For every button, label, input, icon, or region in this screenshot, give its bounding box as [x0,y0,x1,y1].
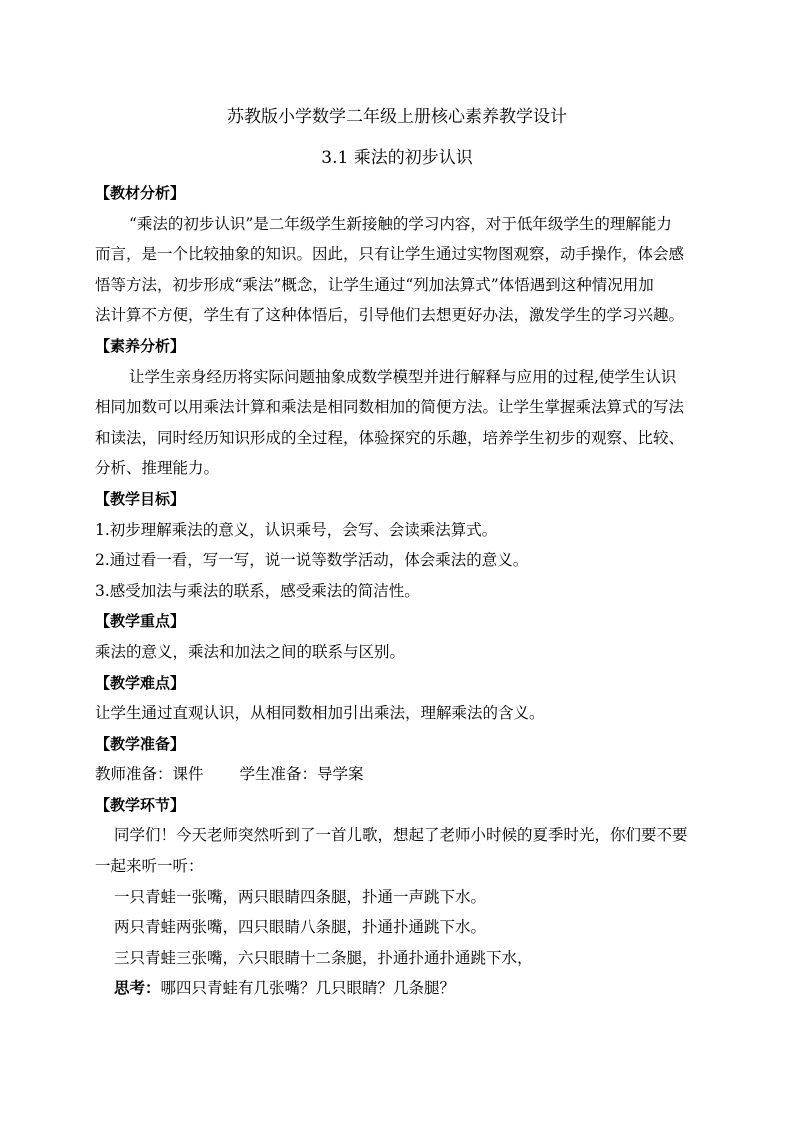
key-points-heading: 【教学重点】 [95,612,186,631]
preparation-line [95,759,709,790]
objectives-heading: 【教学目标】 [95,489,186,508]
difficulties-text: 让学生通过直观认识，从相同数相加引出乘法，理解乘法的含义。 [95,704,545,723]
key-points-text: 乘法的意义，乘法和加法之间的联系与区别。 [95,642,406,661]
song-line: 一只青蛙一张嘴，两只眼睛四条腿，扑通一声跳下水。 [114,887,487,906]
process-heading: 【教学环节】 [95,795,186,814]
paragraph-line: 悟等方法，初步形成“乘法”概念，让学生通过“列加法算式”体悟遇到这种情况用加 [95,275,654,294]
document-body [95,178,709,1004]
textbook-analysis-heading: 【教材分析】 [95,184,186,202]
think-label: 思考： [114,978,161,998]
objective-item: 3.感受加法与乘法的联系，感受乘法的简洁性。 [95,581,420,600]
paragraph-line: 分析、推理能力。 [95,459,220,478]
paragraph-line: 让学生亲身经历将实际问题抽象成数学模型并进行解释与应用的过程,使学生认识 [129,367,677,386]
song-line: 三只青蛙三张嘴，六只眼睛十二条腿，扑通扑通扑通跳下水， [114,948,533,967]
document-title: 苏教版小学数学二年级上册核心素养教学设计 [227,107,567,127]
paragraph-line: 相同加数可以用乘法计算和乘法是相同数相加的简便方法。让学生掌握乘法算式的写法 [95,398,685,417]
teacher-preparation: 教师准备：课件 [95,765,204,784]
literacy-analysis-heading: 【素养分析】 [95,336,186,355]
intro-line: 一起来听一听： [95,857,204,876]
paragraph-line: “乘法的初步认识”是二年级学生新接触的学习内容，对于低年级学生的理解能力 [129,214,672,233]
paragraph-line: 法计算不方便，学生有了这种体悟后，引导他们去想更好办法，激发学生的学习兴趣。 [95,306,685,325]
objective-item: 2.通过看一看，写一写，说一说等数学活动，体会乘法的意义。 [95,551,529,570]
student-preparation: 学生准备：导学案 [239,765,364,784]
difficulties-heading: 【教学难点】 [95,673,186,692]
paragraph-line: 和读法，同时经历知识形成的全过程，体验探究的乐趣，培养学生初步的观察、比较、 [95,428,685,447]
lesson-subtitle: 3.1 乘法的初步认识 [321,148,473,168]
preparation-heading: 【教学准备】 [95,734,186,753]
think-text: 哪四只青蛙有几张嘴？几只眼睛？几条腿？ [160,979,456,998]
objective-item: 1.初步理解乘法的意义，认识乘号，会写、会读乘法算式。 [95,520,498,539]
think-question [95,973,709,1004]
intro-line: 同学们！今天老师突然听到了一首儿歌，想起了老师小时候的夏季时光，你们要不要 [114,826,688,845]
song-line: 两只青蛙两张嘴，四只眼睛八条腿，扑通扑通跳下水。 [114,918,487,937]
paragraph-line: 而言，是一个比较抽象的知识。因此，只有让学生通过实物图观察，动手操作，体会感 [95,245,685,264]
